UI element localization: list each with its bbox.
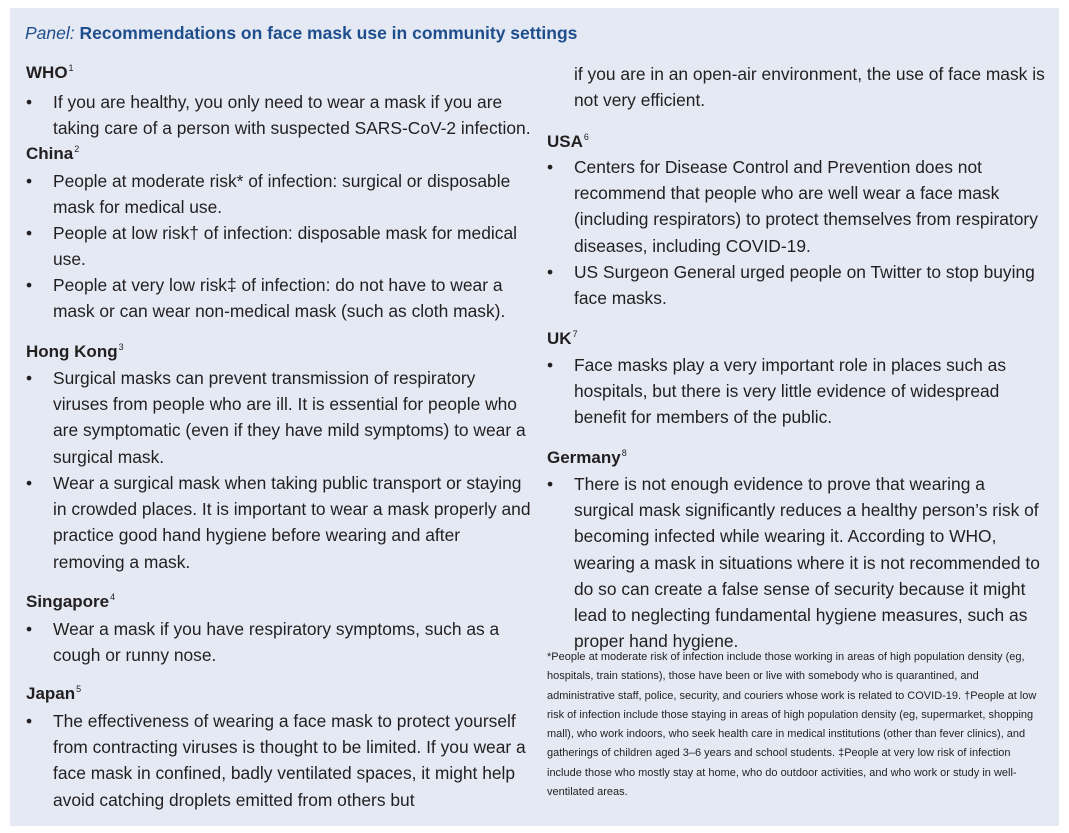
section-heading-hong-kong: Hong Kong$^3$ bbox=[26, 342, 124, 361]
hong-kong-bullet-2: • Wear a surgical mask when taking public transport or staying in crowded places. It is important to wear a mask properly and practice good hand hygiene before wearing and after removing a mask. bbox=[26, 473, 531, 572]
china-bullet-1: • People at moderate risk* of infection: surgical or disposable mask for medical use. bbox=[26, 171, 511, 218]
japan-bullet-1: • The effectiveness of wearing a face mask to protect yourself from contracting viruses is thought to be limited. If you wear a face mask in confined, badly ventilated spaces, it might help avoid catching droplets emitted from others but bbox=[26, 711, 526, 810]
section-heading-usa: USA$^6$ bbox=[547, 132, 589, 151]
section-heading-who: WHO$^1$ bbox=[26, 63, 74, 82]
panel-title bbox=[25, 23, 577, 44]
section-heading-uk: $UK^7$ bbox=[547, 329, 578, 348]
footnote: *People at moderate risk of infection include those working in areas of high population density (eg, hospitals, train stations), those have been or live with somebody who is quarantined, and administrative staff, police, security, and couriers whose work is related to COVID-19. †People at low risk of infection include those staying in areas of high population density (eg, supermarket, shopping mall), who work indoors, who seek health care in medical institutions (other than fever clinics), and gatherings of children aged 3–6 years and school students. ‡People at very low risk of infection include those who mostly stay at home, who do outdoor activities, and who work or study in well-ventilated areas. bbox=[547, 651, 1037, 799]
section-heading-china: China$^2$ bbox=[26, 144, 80, 163]
panel-title-lead: Panel: bbox=[25, 23, 75, 43]
section-heading-germany: Germany$^8$ bbox=[547, 448, 627, 467]
china-bullet-3: • People at very low risk‡ of infection: do not have to wear a mask or can wear non-medical mask (such as cloth mask). bbox=[26, 275, 506, 322]
who-bullet-1: • If you are healthy, you only need to wear a mask if you are taking care of a person with suspected SARS-CoV-2 infection. bbox=[26, 92, 531, 139]
germany-bullet-1: • There is not enough evidence to prove that wearing a surgical mask significantly reduces a healthy person’s risk of becoming infected while wearing it. According to WHO, wearing a mask in situations where it is not recommended to do so can create a false sense of security because it might lead to neglecting fundamental hygiene measures, such as proper hand hygiene. bbox=[547, 474, 1040, 652]
section-heading-singapore: Singapore$^4$ bbox=[26, 592, 116, 611]
china-bullet-2: • People at low risk† of infection: disposable mask for medical use. bbox=[26, 223, 517, 270]
singapore-bullet-1: • Wear a mask if you have respiratory symptoms, such as a cough or runny nose. bbox=[26, 619, 500, 666]
panel-title-text: Recommendations on face mask use in community settings bbox=[74, 23, 578, 43]
recommendations-panel bbox=[10, 8, 1059, 826]
hong-kong-bullet-1: • Surgical masks can prevent transmission of respiratory viruses from people who are ill. It is essential for people who are symptomatic (even if they have mild symptoms) to wear a surgical mask. bbox=[26, 368, 526, 467]
japan-bullet-continuation: if you are in an open-air environment, the use of face mask is not very efficient. bbox=[574, 64, 1045, 111]
usa-bullet-2: • US Surgeon General urged people on Twitter to stop buying face masks. bbox=[547, 262, 1035, 309]
section-heading-japan: Japan$^5$ bbox=[26, 684, 82, 703]
usa-bullet-1: • Centers for Disease Control and Prevention does not recommend that people who are well wear a face mask (including respirators) to protect themselves from respiratory diseases, including COVID-19. bbox=[547, 157, 1038, 256]
uk-bullet-1: • Face masks play a very important role in places such as hospitals, but there is very little evidence of widespread benefit for members of the public. bbox=[547, 355, 1007, 428]
